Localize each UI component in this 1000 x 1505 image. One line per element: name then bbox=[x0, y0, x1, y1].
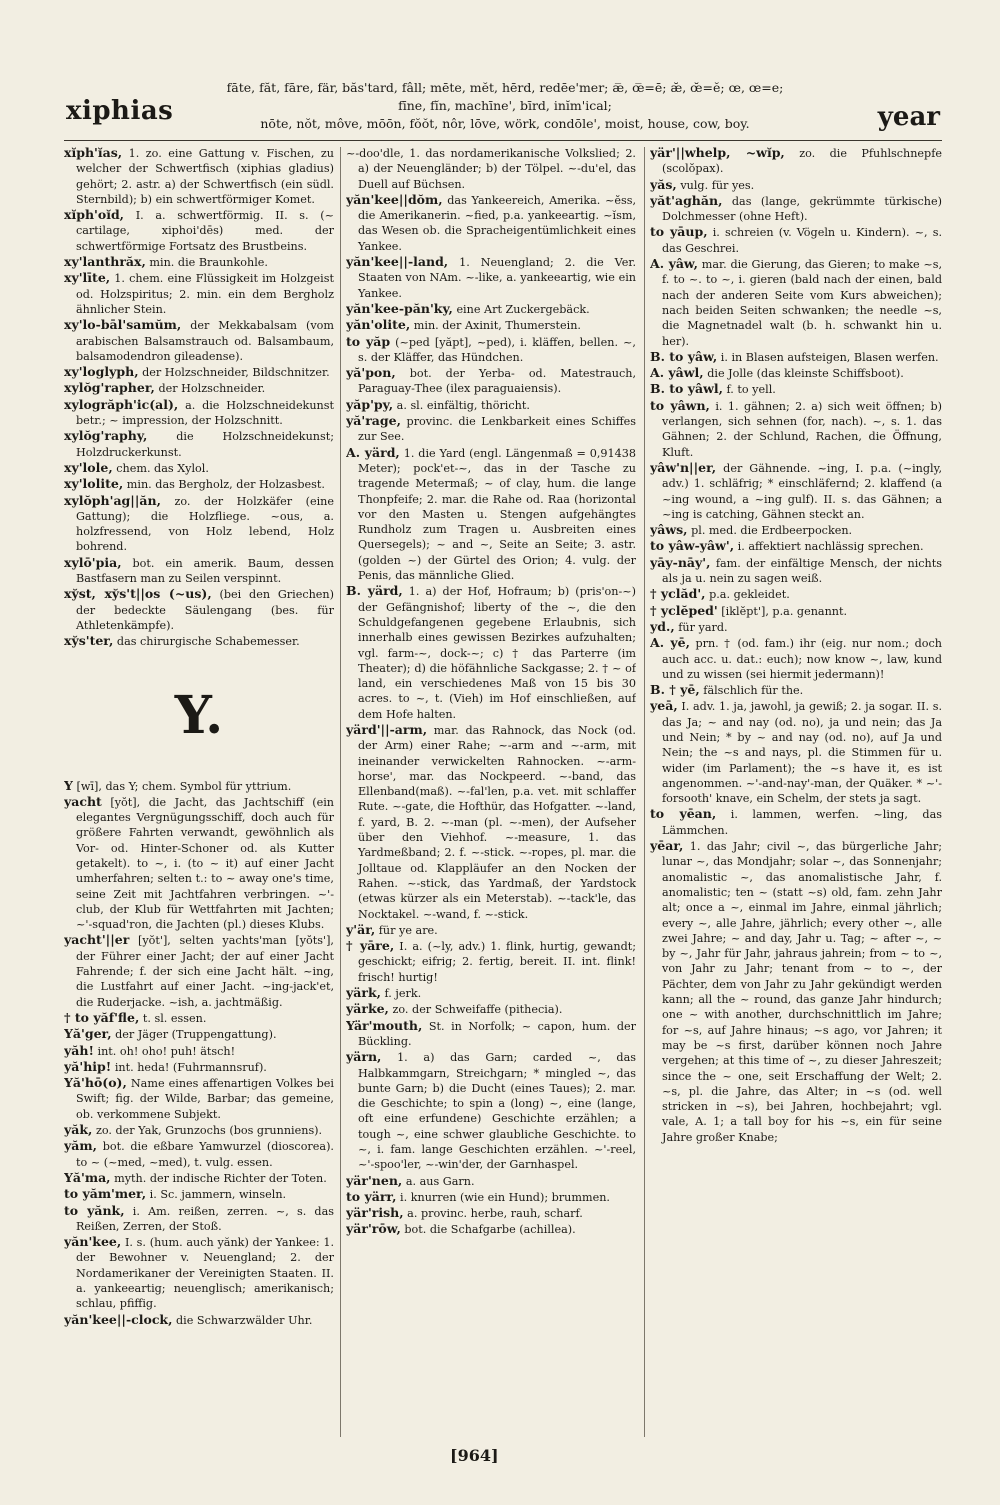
entry-headword: yăn'kee-păn'ky, bbox=[346, 300, 453, 316]
dictionary-entry bbox=[64, 1010, 334, 1026]
entry-headword: yă'rage, bbox=[346, 413, 401, 429]
entry-headword: yăk, bbox=[64, 1122, 93, 1138]
dictionary-entry bbox=[650, 224, 942, 256]
entry-headword: xy'lole, bbox=[64, 459, 113, 475]
dictionary-entry bbox=[64, 586, 334, 633]
dictionary-entry bbox=[346, 1018, 636, 1050]
entry-headword: yâw'n||er, bbox=[650, 459, 717, 475]
entry-definition: provinc. die Lenkbarkeit eines Schiffes zur See. bbox=[358, 415, 636, 444]
entry-headword: xylŏg'rapher, bbox=[64, 380, 155, 396]
entry-headword: yär'||whelp, ~wĭp, bbox=[650, 145, 785, 160]
entry-headword: yăm, bbox=[64, 1138, 97, 1154]
entry-headword: xy̆st, xy̆s't||os (~us), bbox=[64, 586, 212, 602]
entry-headword: yâws, bbox=[650, 522, 688, 538]
entry-definition: i. knurren (wie ein Hund); brummen. bbox=[400, 1190, 610, 1204]
entry-headword: yāy-nāy', bbox=[650, 554, 711, 570]
entry-definition: der Holzschneider, Bildschnitzer. bbox=[142, 366, 330, 380]
entry-definition: die Holzschneidekunst; Holzdruckerkunst. bbox=[76, 430, 334, 459]
pronunciation-key-line: fīne, fĭn, machīne', bīrd, inĭm'ical; bbox=[398, 98, 612, 113]
entry-definition: f. to yell. bbox=[726, 383, 776, 397]
entry-headword: Yă'ger, bbox=[64, 1026, 112, 1042]
dictionary-entry bbox=[64, 555, 334, 587]
entry-headword: xy'lanthrăx, bbox=[64, 254, 146, 270]
entry-definition: das (lange, gekrümmte türkische) Dolchmesser (ohne Heft). bbox=[662, 194, 942, 224]
entry-headword: yăh! bbox=[64, 1042, 94, 1058]
dictionary-entry bbox=[64, 1075, 334, 1122]
entry-definition: ~-doo'dle, 1. das nordamerikanische Volkslied; 2. a) der Neuengländer; b) der Tölpel. ~-du'el, das Duell auf Büchsen. bbox=[346, 147, 636, 191]
entry-definition: bot. die eßbare Yamwurzel (dioscorea). to ~ (~med, ~med), t. vulg. essen. bbox=[76, 1140, 334, 1169]
entry-definition: fam. der einfältige Mensch, der nichts als ja u. nein zu sagen weiß. bbox=[662, 556, 942, 586]
entry-headword: † yclăd', bbox=[650, 586, 706, 602]
entry-definition: i. lammen, werfen. ~ling, das Lämmchen. bbox=[662, 808, 942, 837]
dictionary-entry bbox=[650, 682, 942, 698]
dictionary-entry bbox=[64, 778, 334, 794]
dictionary-entry bbox=[346, 985, 636, 1001]
dictionary-entry bbox=[346, 722, 636, 922]
entry-definition: i. in Blasen aufsteigen, Blasen werfen. bbox=[720, 350, 939, 364]
dictionary-entry bbox=[64, 145, 334, 207]
entry-definition: zo. die Pfuhlschnepfe (scolŏpax). bbox=[662, 147, 942, 176]
entry-definition: der Mekkabalsam (vom arabischen Balsamstrauch od. Balsambaum, balsamodendron gileadense). bbox=[76, 319, 334, 363]
entry-headword: yär'nen, bbox=[346, 1172, 403, 1188]
entry-headword: to yâwn, bbox=[650, 397, 710, 413]
entry-headword: Yă'ma, bbox=[64, 1169, 111, 1185]
entry-headword: y'är, bbox=[346, 921, 376, 937]
entry-definition: I. adv. 1. ja, jawohl, ja gewiß; 2. ja sogar. II. s. das Ja; ~ and nay (od. no), ja und nein; das Ja und Nein; * by ~ and nay (od. no), auf Ja und Nein; the ~s and nays, pl. die Stimmen für u. wider (im Parlament); the ~s have it, es ist angenommen. ~'-and-nay'-man, der Quäker. * ~'-forsooth' knave, ein Schelm, der stets ja sagt. bbox=[662, 700, 942, 806]
entry-definition: [yŏt'], selten yachts'man [yŏts'], der Führer einer Jacht; der auf einer Jacht Fahrende; f. der sich eine Jacht hält. ~ing, die Lustfahrt auf einer Jacht. ~ing-jack'et, die Ruderjacke. ~ish, a. jachtmäßig. bbox=[76, 934, 334, 1009]
dictionary-entry bbox=[64, 207, 334, 254]
entry-headword: A. yärd, bbox=[346, 444, 400, 460]
entry-headword: xy'līte, bbox=[64, 270, 111, 286]
entry-definition: prn. † (od. fam.) ihr (eig. nur nom.; doch auch acc. u. dat.: euch); now know ~, law, kund und zu wissen (sei hiermit jedermann)! bbox=[662, 637, 942, 681]
entry-headword: yd., bbox=[650, 618, 675, 634]
dictionary-entry bbox=[650, 538, 942, 554]
entry-definition: int. heda! (Fuhrmannsruf). bbox=[114, 1060, 267, 1074]
entry-headword: Yär'mouth, bbox=[346, 1017, 423, 1033]
column-3 bbox=[650, 145, 942, 1435]
entry-definition: I. s. (hum. auch yănk) der Yankee: 1. der Bewohner v. Neuengland; 2. der Nordamerikaner der Vereinigten Staaten. II. a. yankeeartig; neuenglisch; amerikanisch; schlau, pfiffig. bbox=[76, 1236, 334, 1311]
entry-definition: min. die Braunkohle. bbox=[149, 256, 268, 270]
entry-definition: 1. chem. eine Flüssigkeit im Holzgeist od. Holzspiritus; 2. min. ein dem Bergholz ähnlicher Stein. bbox=[76, 272, 334, 316]
entry-headword: Yă'hō(o), bbox=[64, 1075, 127, 1091]
entry-headword: to yăp bbox=[346, 333, 391, 349]
entry-definition: der Jäger (Truppengattung). bbox=[115, 1028, 277, 1042]
entry-definition: der Gähnende. ~ing, I. p.a. (~ingly, adv.) 1. schläfrig; * einschläfernd; 2. klaffend (a ~ing wound, a ~ing gulf). II. s. das Gähnen; a ~ing is catching, Gähnen steckt an. bbox=[662, 461, 942, 521]
dictionary-entry bbox=[64, 364, 334, 380]
dictionary-entry bbox=[650, 193, 942, 225]
entry-headword: yăn'olite, bbox=[346, 317, 411, 333]
dictionary-entry bbox=[64, 317, 334, 364]
entry-headword: xy'lolite, bbox=[64, 476, 124, 492]
dictionary-entry bbox=[650, 603, 942, 619]
header-rule bbox=[64, 140, 942, 141]
entry-headword: yăn'kee||-land, bbox=[346, 254, 449, 270]
entry-definition: 1. Neuengland; 2. die Ver. Staaten von NAm. ~-like, a. yankeeartig, wie ein Yankee. bbox=[358, 256, 636, 300]
entry-definition: vulg. für yes. bbox=[680, 178, 755, 192]
entry-definition: mar. das Rahnock, das Nock (od. der Arm) einer Rahe; ~-arm and ~-arm, mit ineinander verwickelten Rahnocken. ~-arm-horse', mar. das Nockpeerd. ~-band, das Ellenband(maß). ~-fal'len, p.a. vet. mit schlaffer Rute. ~-gate, die Hofthür, das Hofgatter. ~-land, f. yard, B. 2. ~-man (pl. ~-men), der Aufseher über den Viehhof. ~-measure, 1. das Yardmeßband; 2. f. ~-stick. ~-ropes, pl. mar. die Jolltaue od. Klappläufer an den Nocken der Rahen. ~-stick, das Yardmaß, der Yardstock (etwas kürzer als ein Meterstab). ~-tack'le, das Nocktakel. ~-wand, f. ~-stick. bbox=[358, 723, 636, 921]
entry-headword: yär'rōw, bbox=[346, 1221, 401, 1237]
entry-headword: yăn'kee||-clock, bbox=[64, 1311, 173, 1327]
dictionary-entry bbox=[64, 493, 334, 555]
entry-headword: A. yâwl, bbox=[650, 365, 704, 381]
entry-definition: 1. a) der Hof, Hofraum; b) (pris'on-~) der Gefängnishof; liberty of the ~, die den Schuldgefangenen gegebene Erlaubnis, sich innerhalb eines gewissen Bezirkes aufzuhalten; vgl. farm-~, dock-~; c) † das Parterre (im Theater); d) die höfähnliche Sackgasse; 2. † ~ of land, ein verschiedenes Maß von 15 bis 30 acres. to ~, t. (Vieh) im Hof einschließen, auf dem Hofe halten. bbox=[358, 585, 636, 721]
entry-headword: to yănk, bbox=[64, 1202, 125, 1218]
entry-definition: zo. der Schweifaffe (pithecia). bbox=[392, 1003, 563, 1017]
entry-definition: t. sl. essen. bbox=[142, 1011, 207, 1025]
entry-definition: i. 1. gähnen; 2. a) sich weit öffnen; b) verlangen, sich sehnen (for, nach). ~, s. 1. das Gähnen; 2. der Schlund, Rachen, die Öffnung, Kluft. bbox=[662, 399, 942, 459]
entry-headword: yärd'||-arm, bbox=[346, 721, 428, 737]
dictionary-entry bbox=[346, 254, 636, 301]
entry-headword: yăp'py, bbox=[346, 396, 394, 412]
dictionary-entry bbox=[650, 349, 942, 365]
entry-definition: fälschlich für the. bbox=[703, 684, 804, 698]
dictionary-entry bbox=[346, 1001, 636, 1017]
dictionary-entry bbox=[64, 794, 334, 933]
dictionary-entry bbox=[650, 145, 942, 177]
entry-headword: A. yē, bbox=[650, 635, 690, 651]
dictionary-entry bbox=[346, 922, 636, 938]
column-1 bbox=[64, 145, 334, 1435]
dictionary-entry bbox=[64, 633, 334, 649]
entry-headword: xĭph'oĭd, bbox=[64, 207, 125, 223]
dictionary-entry bbox=[64, 397, 334, 429]
dictionary-entry bbox=[346, 334, 636, 366]
entry-headword: xĭph'ĭas, bbox=[64, 145, 123, 160]
dictionary-entry bbox=[346, 1221, 636, 1237]
entry-definition: min. der Axinit, Thumerstein. bbox=[413, 319, 581, 333]
dictionary-entry bbox=[64, 270, 334, 317]
dictionary-entry bbox=[650, 806, 942, 838]
entry-headword: † yclĕped' bbox=[650, 602, 718, 618]
entry-definition: i. schreien (v. Vögeln u. Kindern). ~, s. das Geschrei. bbox=[662, 226, 942, 255]
entry-headword: to yāup, bbox=[650, 224, 708, 240]
entry-definition: I. a. schwertförmig. II. s. (~ cartilage, xiphoi'dēs) med. der schwertförmige Fortsatz des Brustbeins. bbox=[76, 209, 334, 253]
dictionary-entry bbox=[346, 317, 636, 333]
dictionary-entry bbox=[650, 256, 942, 349]
entry-headword: B. to yâwl, bbox=[650, 381, 723, 397]
column-divider bbox=[340, 147, 341, 1437]
dictionary-entry bbox=[64, 1043, 334, 1059]
entry-definition: a. provinc. herbe, rauh, scharf. bbox=[407, 1207, 583, 1221]
dictionary-entry bbox=[346, 145, 636, 192]
entry-definition: das Yankeereich, Amerika. ~ĕss, die Amerikanerin. ~fied, p.a. yankeeartig. ~ĭsm, das Wesen ob. die Spracheigentümlichkeit eines Yankee. bbox=[358, 193, 636, 253]
dictionary-entry bbox=[64, 1138, 334, 1170]
section-letter: Y. bbox=[174, 684, 224, 746]
entry-definition: [iklĕpt'], p.a. genannt. bbox=[721, 604, 848, 618]
entry-definition: i. Am. reißen, zerren. ~, s. das Reißen, Zerren, der Stoß. bbox=[76, 1204, 334, 1233]
entry-headword: yacht bbox=[64, 793, 102, 809]
dictionary-entry bbox=[346, 938, 636, 985]
entry-definition: chem. das Xylol. bbox=[116, 461, 209, 475]
dictionary-entry bbox=[650, 586, 942, 602]
entry-headword: xylŏg'raphy, bbox=[64, 428, 148, 444]
entry-definition: 1. zo. eine Gattung v. Fischen, zu welcher der Schwertfisch (xiphias gladius) gehört; 2. astr. a) der Schwertfisch (ein südl. Sternbild); b) ein schwertförmiger Komet. bbox=[76, 147, 334, 206]
dictionary-entry bbox=[64, 380, 334, 396]
dictionary-entry bbox=[650, 365, 942, 381]
dictionary-entry bbox=[346, 445, 636, 584]
column-divider bbox=[644, 147, 645, 1437]
entry-definition: 1. das Jahr; civil ~, das bürgerliche Jahr; lunar ~, das Mondjahr; solar ~, das Sonnenjahr; anomalistic ~, das anomalistische Jahr, f. anomalistic; ten ~ (statt ~s) old, fam. zehn Jahr alt; once a ~, einmal im Jahre, einmal jährlich; every ~, alle Jahre, jährlich; every other ~, alle zwei Jahre; ~ and day, Jahr u. Tag; ~ after ~, ~ by ~, Jahr für Jahr, jahraus jahrein; from ~ to ~, von Jahr zu Jahr; tenant from ~ to ~, der Pächter, dem von Jahr zu Jahr gekündigt werden kann; all the ~ round, das ganze Jahr hindurch; one ~ with another, durchschnittlich im Jahre; for ~s, auf Jahre hinaus; ~s ago, vor Jahren; it may be ~s first, darüber können noch Jahre vergehen; at this time of ~, zu dieser Jahreszeit; since the ~ one, seit Erschaffung der Welt; 2. ~s, pl. die Jahre, das Alter; in ~s (od. well stricken in ~s), bei Jahren, hochbejahrt; vgl. vale, A. 1; a tall boy for his ~s, ein für seine Jahre großer Knabe; bbox=[662, 840, 942, 1144]
dictionary-entry bbox=[64, 1059, 334, 1075]
entry-headword: to yăm'mer, bbox=[64, 1186, 147, 1202]
column-2 bbox=[346, 145, 636, 1435]
dictionary-entry bbox=[64, 1170, 334, 1186]
entry-headword: B. yärd, bbox=[346, 583, 403, 599]
entry-headword: yärk, bbox=[346, 985, 381, 1001]
entry-definition: zo. der Holzkäfer (eine Gattung); die Holzfliege. ~ous, a. holzfressend, von Holz lebend, Holz bohrend. bbox=[76, 494, 334, 554]
entry-headword: yeā, bbox=[650, 698, 678, 714]
entry-headword: xylŏph'ag||ăn, bbox=[64, 492, 161, 508]
entry-definition: eine Art Zuckergebäck. bbox=[456, 302, 590, 316]
dictionary-entry bbox=[64, 476, 334, 492]
entry-headword: xylō'pia, bbox=[64, 554, 122, 570]
dictionary-entry bbox=[346, 365, 636, 397]
entry-definition: mar. die Gierung, das Gieren; to make ~s, f. to ~. to ~, i. gieren (bald nach der einen, bald nach der anderen Seite vom Kurs abweichen); nach beiden Seiten schwanken; the needle ~s, die Magnetnadel walt (b. h. schwankt hin u. her). bbox=[662, 258, 942, 348]
entry-headword: yă'pon, bbox=[346, 365, 396, 381]
entry-definition: zo. der Yak, Grunzochs (bos grunniens). bbox=[95, 1124, 323, 1138]
entry-headword: B. † yē, bbox=[650, 682, 700, 698]
pronunciation-key-line: nōte, nŏt, môve, mōōn, fŏŏt, nôr, lōve, wörk, condōle', moist, house, cow, boy. bbox=[260, 116, 750, 131]
entry-definition: [wī], das Y; chem. Symbol für yttrium. bbox=[76, 779, 292, 793]
dictionary-entry bbox=[650, 177, 942, 193]
entry-headword: Y bbox=[64, 777, 73, 793]
entry-headword: B. to yâw, bbox=[650, 348, 718, 364]
dictionary-entry bbox=[64, 1234, 334, 1311]
dictionary-entry bbox=[346, 301, 636, 317]
dictionary-entry bbox=[346, 1049, 636, 1172]
dictionary-entry bbox=[346, 1173, 636, 1189]
entry-definition: das chirurgische Schabemesser. bbox=[116, 635, 300, 649]
dictionary-entry bbox=[64, 460, 334, 476]
dictionary-entry bbox=[650, 522, 942, 538]
entry-headword: yă'hip! bbox=[64, 1058, 112, 1074]
entry-definition: pl. med. die Erdbeerpocken. bbox=[691, 524, 853, 538]
dictionary-entry bbox=[346, 413, 636, 445]
dictionary-entry bbox=[650, 398, 942, 460]
entry-headword: yärn, bbox=[346, 1049, 382, 1065]
dictionary-entry bbox=[64, 428, 334, 460]
entry-definition: a. sl. einfältig, thöricht. bbox=[396, 398, 530, 412]
dictionary-entry bbox=[64, 1122, 334, 1138]
dictionary-entry bbox=[64, 254, 334, 270]
entry-headword: yăn'kee||dŏm, bbox=[346, 191, 443, 207]
entry-definition: bot. die Schafgarbe (achillea). bbox=[404, 1223, 576, 1237]
entry-definition: bot. ein amerik. Baum, dessen Bastfasern man zu Seilen verspinnt. bbox=[76, 556, 334, 586]
entry-headword: † to yăf'fle, bbox=[64, 1009, 140, 1025]
entry-definition: 1. a) das Garn; carded ~, das Halbkammgarn, Streichgarn; * mingled ~, das bunte Garn; b) die Ducht (eines Taues); 2. mar. die Geschichte; to spin a (long) ~, eine (lange, oft eine erfundene) Geschichte erzählen; a tough ~, eine schwer glaubliche Geschichte. to ~, i. fam. lange Geschichten erzählen. ~'-reel, ~'-spoo'ler, ~-win'der, der Garnhaspel. bbox=[358, 1051, 636, 1172]
pronunciation-key bbox=[205, 79, 805, 133]
entry-definition: Name eines affenartigen Volkes bei Swift; fig. der Wilde, Barbar; das gemeine, ob. verkommene Subjekt. bbox=[76, 1077, 334, 1121]
entry-definition: min. das Bergholz, der Holzasbest. bbox=[126, 478, 325, 492]
entry-definition: int. oh! oho! puh! ätsch! bbox=[97, 1044, 236, 1058]
entry-definition: der Holzschneider. bbox=[158, 382, 266, 396]
entry-headword: yärke, bbox=[346, 1001, 389, 1017]
entry-headword: † yāre, bbox=[346, 938, 395, 954]
dictionary-entry bbox=[346, 1205, 636, 1221]
entry-definition: a. aus Garn. bbox=[405, 1174, 475, 1188]
entry-headword: yăt'aghăn, bbox=[650, 192, 723, 208]
entry-headword: yär'rish, bbox=[346, 1205, 404, 1221]
entry-definition: [yŏt], die Jacht, das Jachtschiff (ein elegantes Vergnügungsschiff, doch auch für größere Fahrten verwandt, gewöhnlich als Vor- od. Hinter-Schoner od. als Kutter getakelt). to ~, i. (to ~ it) auf einer Jacht umherfahren; selten t.: to ~ away one's time, seine Zeit mit Jachtfahren verbringen. ~'-club, der Klub für Wettfahrten mit Jachten; ~'-squad'ron, die Jachten (pl.) dieses Klubs. bbox=[76, 795, 334, 932]
dictionary-entry bbox=[64, 1026, 334, 1042]
entry-headword: xy'loglyph, bbox=[64, 364, 139, 380]
dictionary-entry bbox=[64, 932, 334, 1009]
dictionary-entry bbox=[346, 1189, 636, 1205]
entry-headword: xy'lo-bāl'samŭm, bbox=[64, 317, 182, 333]
dictionary-entry bbox=[64, 1186, 334, 1202]
dictionary-entry bbox=[64, 1312, 334, 1328]
dictionary-entry bbox=[650, 381, 942, 397]
entry-headword: to yēan, bbox=[650, 806, 717, 822]
guide-word-right: year bbox=[877, 102, 940, 132]
entry-headword: xy̆s'ter, bbox=[64, 633, 114, 649]
dictionary-entry bbox=[650, 635, 942, 682]
entry-definition: p.a. gekleidet. bbox=[709, 588, 790, 602]
dictionary-entry bbox=[650, 555, 942, 587]
page-number: [964] bbox=[450, 1446, 499, 1465]
entry-definition: die Jolle (das kleinste Schiffsboot). bbox=[707, 367, 904, 381]
entry-definition: St. in Norfolk; ~ capon, hum. der Bückling. bbox=[358, 1019, 636, 1048]
entry-definition: 1. die Yard (engl. Längenmaß = 0,91438 Meter); pock'et-~, das in der Tasche zu tragende Metermaß; ~ of clay, hum. die lange Thonpfeife; 2. mar. die Rahe od. Raa (horizontal vor den Masten u. Stengen aufgehängtes Rundholz zum Tragen u. Ausbreiten eines Quersegels); ~ and ~, Seite an Seite; 3. astr. (golden ~) der Gürtel des Orion; 4. vulg. der Penis, das männliche Glied. bbox=[358, 446, 636, 583]
dictionary-entry bbox=[650, 838, 942, 1145]
entry-headword: yăn'kee, bbox=[64, 1234, 122, 1250]
entry-definition: für yard. bbox=[678, 620, 728, 634]
entry-headword: yēar, bbox=[650, 838, 684, 854]
entry-headword: yacht'||er bbox=[64, 932, 130, 948]
guide-word-left: xiphias bbox=[66, 96, 174, 126]
dictionary-entry bbox=[346, 192, 636, 254]
entry-definition: i. affektiert nachlässig sprechen. bbox=[737, 540, 924, 554]
entry-definition: f. jerk. bbox=[384, 987, 422, 1001]
dictionary-entry bbox=[64, 1203, 334, 1235]
entry-definition: die Schwarzwälder Uhr. bbox=[176, 1313, 313, 1327]
dictionary-entry bbox=[650, 698, 942, 806]
dictionary-entry bbox=[346, 397, 636, 413]
entry-headword: A. yâw, bbox=[650, 256, 699, 272]
pronunciation-key-line: fāte, făt, fāre, fär, băs'tard, fâll; mēte, mĕt, hērd, redēe'mer; æ̅, œ̅=ē; æ̆, œ̆=ĕ; œ, œ=e; bbox=[226, 80, 784, 95]
dictionary-entry bbox=[650, 460, 942, 522]
entry-headword: xylogrăph'ic(al), bbox=[64, 396, 179, 412]
entry-definition: bot. der Yerba- od. Matestrauch, Paraguay-Thee (ilex paraguaiensis). bbox=[358, 367, 636, 396]
entry-definition: I. a. (~ly, adv.) 1. flink, hurtig, gewandt; geschickt; eifrig; 2. fertig, bereit. II. int. flink! frisch! hurtig! bbox=[358, 940, 636, 984]
entry-definition: (bei den Griechen) der bedeckte Säulengang (bes. für Athletenkämpfe). bbox=[76, 588, 334, 632]
entry-headword: yăs, bbox=[650, 176, 677, 192]
entry-definition: i. Sc. jammern, winseln. bbox=[149, 1188, 287, 1202]
entry-definition: a. die Holzschneidekunst betr.; ~ impression, der Holzschnitt. bbox=[76, 398, 334, 428]
entry-definition: myth. der indische Richter der Toten. bbox=[114, 1171, 327, 1185]
dictionary-entry bbox=[346, 583, 636, 722]
dictionary-entry bbox=[650, 619, 942, 635]
entry-headword: to yâw-yâw', bbox=[650, 538, 735, 554]
entry-definition: (~ped [yăpt], ~ped), i. kläffen, bellen. ~, s. der Kläffer, das Hündchen. bbox=[358, 335, 636, 364]
entry-definition: für ye are. bbox=[378, 923, 438, 937]
entry-headword: to yärr, bbox=[346, 1188, 397, 1204]
